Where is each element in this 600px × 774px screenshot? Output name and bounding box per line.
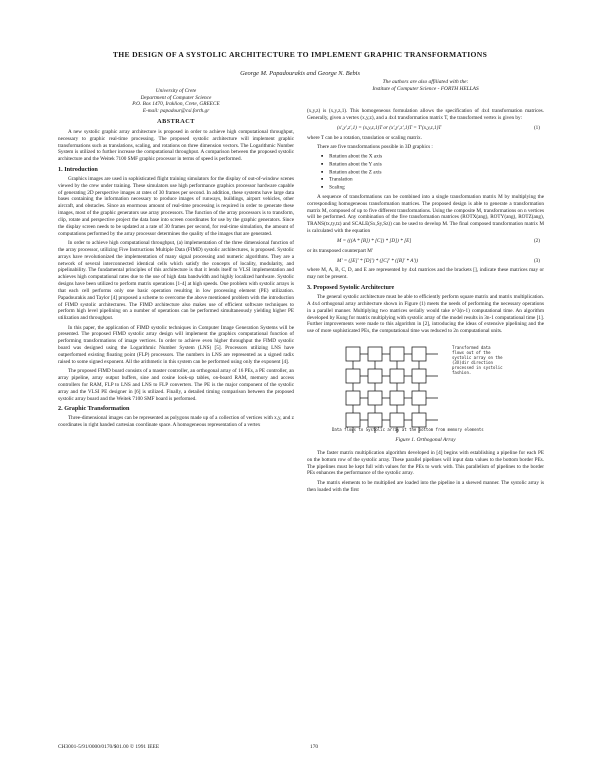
list-item: ■ Scaling xyxy=(321,184,544,192)
equation-3-body: M' = ([E]' * [D]') * ([C]' * ([B]' * A')) xyxy=(337,257,418,264)
affiliation-line: P.O. Box 1470, Iraklion, Crete, GREECE xyxy=(132,101,220,107)
equation-3-number: (3) xyxy=(533,257,540,264)
pe-cell xyxy=(390,391,404,405)
section-2-paragraph: Three-dimensional images can be represented as polygons made up of a collection of vertices with x,y, and z coordinates in right handed cartesian coordinate space. A homogeneous representation of a vertex xyxy=(58,415,294,429)
figure-1 xyxy=(307,339,544,448)
list-item: ■ Rotation about the Z axis xyxy=(321,169,544,177)
pe-cell xyxy=(346,413,360,427)
pe-cell xyxy=(412,391,426,405)
section-1-heading: 1. Introduction xyxy=(58,166,98,174)
figure-side-label xyxy=(452,345,503,375)
list-item: ■ Rotation about the Y axis xyxy=(321,161,544,169)
pe-cell xyxy=(390,347,404,361)
section-3-paragraph: The faster matrix multiplication algorithm developed in [4] begins with establishing a pipeline for each PE on the bottom row of the systolic array. These parallel pipelines will input data values to the bottom border PEs. The pipelines must be kept full with values for the PEs to work with. This parallelism of pipelines to the border PEs enhances the performance of the systolic array. xyxy=(307,449,544,477)
equation-3 xyxy=(307,258,544,265)
figure-side-label-line: processed in systolic xyxy=(451,365,503,371)
figure-side-label-line: flows out of the xyxy=(451,350,491,356)
paper-title: THE DESIGN OF A SYSTOLIC ARCHITECTURE TO IMPLEMENT GRAPHIC TRANSFORMATIONS xyxy=(112,50,488,59)
homogeneous-paragraph: (x,y,z) is (x,y,z,1). This homogeneous formulation allows the specification of 4x4 transformation matrices. Generally, given a vertex (x,y,z), and a 4x4 transformation matrix T, the transformed vertex is given by: xyxy=(307,108,544,122)
figure-side-label-line: (3X)dir direction xyxy=(451,360,493,366)
section-3-paragraph: The matrix elements to be multiplied are loaded into the pipeline in a skewed manner. The systolic array is then loaded with the first xyxy=(307,479,544,493)
pe-cell xyxy=(412,347,426,361)
figure-side-label-line: systolic array on the xyxy=(451,355,503,361)
list-item: ■ Translation xyxy=(321,176,544,184)
pe-grid xyxy=(346,347,438,433)
affiliation-note xyxy=(307,79,544,92)
affiliation-block xyxy=(58,88,294,114)
page-number: 170 xyxy=(310,744,319,750)
figure-side-label-line: fashion. xyxy=(451,370,471,376)
pe-cell xyxy=(368,347,382,361)
pe-cell xyxy=(346,347,360,361)
right-column xyxy=(307,79,544,496)
paper-authors: George M. Papadourakis and George N. Bebis xyxy=(240,70,360,77)
equation-2-number: (2) xyxy=(533,237,540,244)
figure-bottom-label: Data flows to Systolic array at the bottom from memory elements xyxy=(331,427,484,433)
where-paragraph: where T can be a rotation, translation or scaling matrix. xyxy=(307,134,422,141)
pe-cell xyxy=(390,413,404,427)
orthogonal-array-diagram xyxy=(326,339,526,435)
pe-cell xyxy=(412,369,426,383)
pe-cell xyxy=(346,369,360,383)
abstract-heading: ABSTRACT xyxy=(157,118,195,125)
equation-1 xyxy=(307,125,544,132)
copyright-code: CH3001-5/91/0000/0170/$01.00 © 1991 IEEE xyxy=(58,744,160,750)
pe-cell xyxy=(390,369,404,383)
section-3-heading: 3. Proposed Systolic Architecture xyxy=(307,284,395,292)
section-1-paragraph: In this paper, the application of FIMD systolic techniques in Computer Image Generation Systems will be presented. The proposed FIMD systolic array design will implement the graphics computational function of performing transformations of image vertices. In order to achieve even higher throughput the FIMD systolic board was designed using the Logarithmic Number System (LNS) [5]. Processors utilizing LNS have outperformed existing floating point (FLP) processors. The numbers in LNS are represented as a signed radix raised to some signed exponent. All the arithmetic in this system can be performed using only the exponent [4]. xyxy=(58,324,294,365)
figure-caption: Figure 1. Orthogonal Array xyxy=(395,437,456,444)
pe-cell xyxy=(368,413,382,427)
section-1-paragraph: Graphics images are used in sophisticated flight training simulators for the display of out-of-window scenes viewed by the crew under training. These simulators use high performance graphics processor hardware capable of generating 2D perspective images at rates of 30 frames per second. In addition, these systems have large data bases containing the information necessary to produce images of runways, buildings, airport vehicles, other aircraft, and obstacles. Since an enormous amount of real-time processing is required in order to generate these images, most of the graphic generators use array processors. The function of the array processors is to transform, clip, rotate and perspective project the data base into screen coordinates for use by the graphic generators. Since the display screen needs to be updated at a rate of 30 frames per second, for real-time simulation, the amount of computations performed by the array processor determines the quality of the images that are generated. xyxy=(58,175,294,237)
equation-1-number: (1) xyxy=(533,124,540,131)
pe-cell xyxy=(346,391,360,405)
section-3-paragraph: The general systolic architecture must be able to efficiently perform square matrix and matrix multiplication. A 4x4 orthogonal array architecture shown in Figure (1) meets the needs of performing the necessary operations in a parallel manner. Multiplying two matrices serially would take n^3(n-1) computational time. An algorithm developed by Kung for matrix multiplying with systolic array of the model results in 3n-1 computational time [1]. Further improvements were made to this algorithm in [2], introducing the ideas of extensive pipelining and the use of more sophisticated PEs, the computational time was reduced to 2n computational units. xyxy=(307,293,544,335)
section-1-paragraph: The proposed FIMD board consists of a master controller, an orthogonal array of 16 PEs, a PE controller, an array pipeline, array output buffers, sine and cosine look-up tables, on-board RAM, memory and access controllers for RAM, FLP to LNS and LNS to FLP converters. The PE is the major component of the systolic array and the VLSI PE designer in [6] is utilized. Finally, a detailed timing comparison between the proposed systolic array board and the Weitek 7100 SMF board is performed. xyxy=(58,368,294,402)
pe-cell xyxy=(412,413,426,427)
affiliation-note-line: The authors are also affiliated with the: xyxy=(382,79,469,85)
affiliation-note-line: Institute of Computer Science - FORTH HELLAS xyxy=(372,85,479,92)
affiliation-line: University of Crete xyxy=(155,88,197,94)
equation-1-body: (x',y',z',1) = (x,y,z,1)T or (x',y',z',1)T = T'(x,y,z,1)T xyxy=(337,124,442,131)
list-item: ■ Rotation about the X axis xyxy=(321,153,544,161)
composite-paragraph: A sequence of transformations can be combined into a single transformation matrix M by multiplying the corresponding homogeneous transformation matrices. The proposed design is able to generate a transformation matrix M, composed of up to five different transformations. Using the composite M, transformations on n vertices will be performed. Any combination of the five transformation matrices (ROTX(ang), ROTY(ang), ROTZ(ang), TRANS(tx,ty,tz) and SCALE(Sx,Sy,Sz)) can be used to develop M. The final composed transformation matrix M is calculated with the equation xyxy=(307,193,544,235)
pe-cell xyxy=(368,391,382,405)
affiliation-line: Department of Computer Science xyxy=(140,94,212,101)
left-column xyxy=(58,88,294,431)
equation-2 xyxy=(307,238,544,245)
transform-intro: There are five transformations possible in 3D graphics : xyxy=(317,144,433,151)
figure-side-label-line: Transformed data xyxy=(451,345,491,351)
equation-2-body: M = (((A * [B]) * [C]) * [D]) * [E] xyxy=(337,237,412,244)
section-2-heading: 2. Graphic Transformation xyxy=(58,405,130,413)
transform-list xyxy=(321,153,544,191)
matrix-note: where M, A, B, C, D, and E are represented by 4x4 matrices and the brackets [], indicate these matrices may or may not be present. xyxy=(307,267,544,281)
section-1-paragraph: In order to achieve high computational throughput, (a) implementation of the three dimensional function of the array processor, utilizing Five Instructions Multiple Data (FIMD) systolic architectures, is proposed. Systolic arrays have revolutionized the implementation of many signal processing and numeric algorithms. They are a network of several interconnected identical cells which satisfy the concepts of locality, modularity, and pipelinability. The fundamental principles of this architecture is that it lends itself to VLSI implementation and achieves high computational rates due to the use of high data bandwidth and highly localized hardware. Systolic designs have been utilized to perform matrix operations [1-4] at high speeds. One problem with systolic arrays is that each cell performs only one basic operation resulting in low processing element (PE) utilization. Papadourakis and Taylor [4] proposed a scheme to overcome the above mentioned problem with the introduction of FIMD systolic architectures. The FIMD architecture also makes use of efficient software techniques to perform high level pipelining on a number of operations can be performed simultaneously yielding higher PE utilization and throughput. xyxy=(58,240,294,322)
page-footer xyxy=(58,744,548,750)
pe-cell xyxy=(368,369,382,383)
abstract-text: A new systolic graphic array architecture is proposed in order to achieve high computational throughput, necessary to graphic real-time processing. The proposed systolic architecture will implement graphic transformations such as translations, scaling, and rotations on three dimension vectors. The Logarithmic Number System is utilized to further increase the computational throughput. A comparison between the proposed systolic architecture and the Weitek 7100 SMF graphic processor in terms of speed is performed. xyxy=(58,128,294,163)
transposed-intro: or its transposed counterpart M' xyxy=(307,247,373,254)
affiliation-email: E-mail: papadour@csi.forth.gr xyxy=(142,107,210,114)
